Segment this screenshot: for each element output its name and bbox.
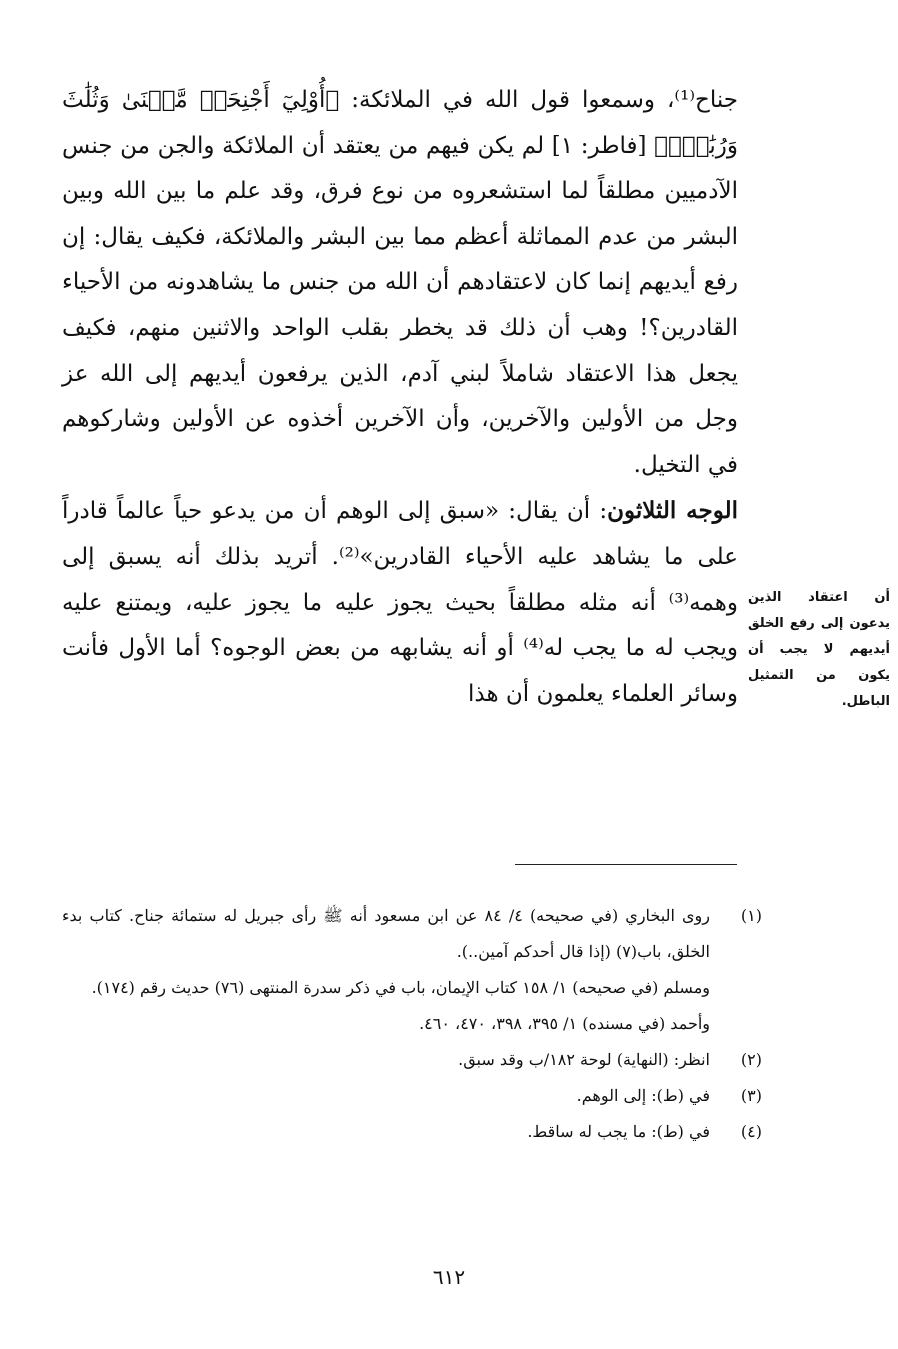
footnote-text [62, 1114, 710, 1150]
footnote-number: (٣) [740, 1086, 762, 1105]
page-number: ٦١٢ [432, 1265, 466, 1289]
footnote-line: ومسلم (في صحيحه) ١/ ١٥٨ كتاب الإيمان، باب في ذكر سدرة المنتهى (٧٦) حديث رقم (١٧٤). [91, 978, 710, 997]
footnote-2 [62, 1042, 762, 1078]
paragraph-2 [62, 488, 738, 717]
footnote-line: في (ط): ما يجب له ساقط. [527, 1122, 710, 1141]
footnote-line: انظر: (النهاية) لوحة ١٨٢/ب وقد سبق. [458, 1050, 710, 1069]
margin-note: أن اعتقاد الذين يدعون إلى رفع الخلق أيديهم لا يجب أن يكون من التمثيل الباطل. [748, 590, 890, 709]
footnote-line: في (ط): إلى الوهم. [576, 1086, 710, 1105]
footnote-3 [62, 1078, 762, 1114]
paragraph-1: جناح⁽¹⁾، وسمعوا قول الله في الملائكة: ﴿أُوْلِيٓ أَجْنِحَةٖ مَّثۡنَىٰ وَثُلَٰثَ وَرُبَٰعَۚ﴾ [فاطر: ١] لم يكن فيهم من يعتقد أن الملائكة والجن من جنس الآدميين مطلقاً لما استشعروه من نوع فرق، وقد علم ما بين الله وبين البشر من عدم المماثلة أعظم مما بين البشر والملائكة، فكيف يقال: إن رفع أيديهم إنما كان لاعتقادهم أن الله من جنس ما يشاهدونه من الأحياء القادرين؟! وهب أن ذلك قد يخطر بقلب الواحد والاثنين منهم، فكيف يجعل هذا الاعتقاد شاملاً لبني آدم، الذين يرفعون أيديهم إلى الله عز وجل من الأولين والآخرين، وأن الآخرين أخذوه عن الأولين وشاركوهم في التخيل. [62, 87, 738, 478]
footnote-text [62, 1078, 710, 1114]
footnotes [62, 898, 762, 1150]
footnote-line: وأحمد (في مسنده) ١/ ٣٩٥، ٣٩٨، ٤٧٠، ٤٦٠. [419, 1014, 710, 1033]
footnote-1 [62, 898, 762, 1042]
footnote-number: (٤) [740, 1122, 762, 1141]
footnote-number: (٢) [740, 1050, 762, 1069]
paragraph-2-body: : أن يقال: «سبق إلى الوهم أن من يدعو حياً عالماً قادراً على ما يشاهد عليه الأحياء القادرين»⁽²⁾. أتريد بذلك أنه يسبق إلى وهمه⁽³⁾ أنه مثله مطلقاً بحيث يجوز عليه ما يجوز عليه، ويمتنع عليه ويجب له ما يجب له⁽⁴⁾ أو أنه يشابهه من بعض الوجوه؟ أما الأول فأنت وسائر العلماء يعلمون أن هذا [62, 498, 739, 707]
main-text-body [62, 78, 738, 717]
paragraph-2-heading: الوجه الثلاثون [607, 497, 738, 525]
footnote-text [62, 898, 710, 1042]
footnote-divider [515, 864, 737, 865]
footnote-number: (١) [740, 906, 762, 925]
footnote-4 [62, 1114, 762, 1150]
footnote-text [62, 1042, 710, 1078]
footnote-line: روى البخاري (في صحيحه) ٤/ ٨٤ عن ابن مسعود أنه ﷺ رأى جبريل له ستمائة جناح. كتاب بدء الخلق، باب(٧) (إذا قال أحدكم آمين..). [62, 906, 711, 961]
